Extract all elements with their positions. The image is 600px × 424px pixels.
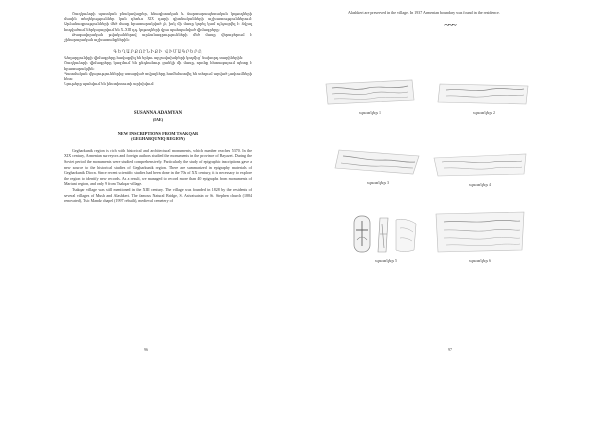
english-paragraph-continued: Alashkert are preserved in the village. In 1937 Armenian boundary was found in the residence. xyxy=(348,10,500,15)
figure-2 xyxy=(434,80,534,115)
left-page-content xyxy=(64,12,252,204)
armenian-list-item: Ծաղկաձորի վիմագրերը կազմում են ընդհանուր ցանկի մի մասը, որոնք հետագայում պետք է հրատարակվեն: xyxy=(64,61,252,71)
english-paragraph: Tsakqar village was still mentioned in the XIII century. The village was founded in 1828 by the residents of several villages of Mush and Alashkert. The famous Natural Bridge, S. Astvatsatsin or St. Stephen church (1884 renovated), Tsic Mandz chapel (1997 rebuilt), medieval cemetery of xyxy=(64,187,252,204)
inscription-rubbing-icon xyxy=(324,78,416,108)
page-number: 96 xyxy=(144,347,148,352)
inscription-rubbing-icon xyxy=(333,146,423,178)
figure-caption: պատկեր 2 xyxy=(473,110,495,115)
page-number: 97 xyxy=(448,347,452,352)
figure-6 xyxy=(430,208,530,263)
figure-5 xyxy=(336,212,436,263)
figure-4 xyxy=(430,150,530,187)
english-body xyxy=(64,148,252,204)
armenian-paragraph: Ծաղկաձորի պատկան բնակավայրեր, հնագիտական և ճարտարապետական կոթողների մասին տեղեկություններ կան դեռևս XIX դարի գիտնականների աշխատություններում: Արձանագրությունների մեծ մասը հրատարակված չէ, իսկ մի մասը կորել կամ ոչնչացվել է: Տվյալ հոդվածում ներկայացվում են X–XIII դդ. կոթողների վրա պահպանված վիմագրերը: xyxy=(64,12,252,32)
inscription-rubbing-icon xyxy=(432,150,528,180)
armenian-list-item: Գեղարքունիքի վիմագրերը հավաքվել են երկու արշավախմբերի կողմից՝ նախորդ տարիներին: xyxy=(64,56,244,61)
figure-caption: պատկեր 3 xyxy=(367,180,389,185)
armenian-section-title: ԳԵՂԱՐՔՈՒՆԻՔԻ ՎԻՄԱԳՐԵՐԸ xyxy=(113,49,203,55)
ornament-divider: ~~~ xyxy=(444,19,456,30)
armenian-list-item: Նյութերը պահվում են ինստիտուտի արխիվում: xyxy=(64,82,155,87)
cross-stone-icon xyxy=(350,212,422,256)
armenian-list-item: Պատմական վկայություններից ստացված տվյալները համեմատվել են տեղում արված չափումների հետ: xyxy=(64,71,252,82)
right-page-content xyxy=(348,10,552,40)
english-paragraph: Gegharkunik region is rich with historical and architectural monuments, which number reaches 5370. In the XIX century, Armenian surveyors and foreign authors studied the monuments in the province of Bayazet. During the Soviet period the monuments were studied comprehensively. Particularly the study of epigraphic inscriptions gave a new source to the historical studies of Gegharkunik region. There are summarized in epigraphy materials of Gegharkunik Diocn. Since recent scientific studies had been done in the 70s of XX century, it is necessary to explore the region to identify new records. As a result, we managed to record more than 40 epigraphs from monuments of Martuni region, and only 9 from Tsakqar village. xyxy=(64,147,252,187)
figure-caption: պատկեր 4 xyxy=(469,182,491,187)
figure-1 xyxy=(320,78,420,115)
figure-caption: պատկեր 1 xyxy=(359,110,381,115)
article-title: NEW INSCRIPTIONS FROM TSAKQAR xyxy=(117,130,199,136)
inscription-rubbing-icon xyxy=(436,80,532,108)
author-name: SUSANNA ADAMYAN xyxy=(133,111,183,117)
figure-3 xyxy=(328,146,428,185)
author-affiliation: (IAE) xyxy=(152,117,164,123)
figure-caption: պատկեր 6 xyxy=(469,258,491,263)
inscription-rubbing-icon xyxy=(432,208,528,256)
figure-caption: պատկեր 5 xyxy=(375,258,397,263)
article-subtitle: (GEGHARQUNIQ REGION) xyxy=(131,136,185,142)
armenian-paragraph: Թագավորական թվականներով արձանագրությունների մեծ մասը վերաբերում է շինարարական աշխատանքներին: xyxy=(64,32,252,43)
right-page xyxy=(300,0,600,424)
